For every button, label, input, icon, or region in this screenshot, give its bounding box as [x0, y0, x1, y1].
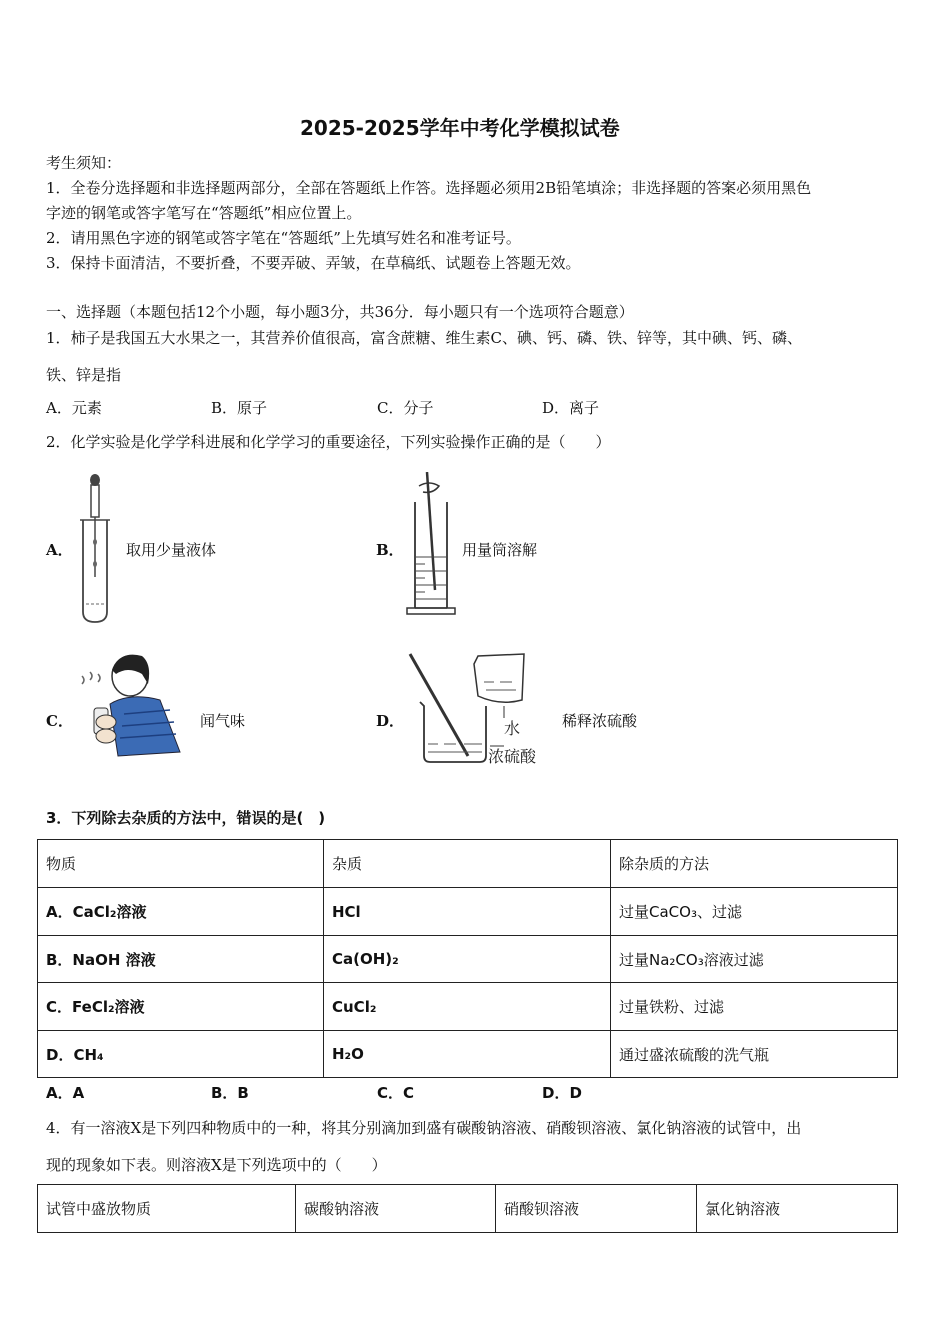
q2-option-a-letter: A．: [46, 541, 73, 559]
q2-option-b-letter: B．: [376, 541, 404, 559]
table-row: [38, 936, 898, 983]
q1-option-c: C．分子: [377, 399, 434, 417]
table-cell: D．CH₄: [38, 1031, 324, 1078]
dilute-fig-water-label: 水: [504, 721, 521, 738]
table-cell: C．FeCl₂溶液: [38, 983, 324, 1031]
table-cell: A．CaCl₂溶液: [38, 888, 324, 936]
table-cell: Ca(OH)₂: [324, 936, 611, 983]
q2-option-b-text: 用量筒溶解: [462, 541, 538, 559]
q3-option-a: A．A: [46, 1084, 85, 1102]
q3-header-impurity: 杂质: [324, 840, 611, 888]
q4-header-sodium-chloride: 氯化钠溶液: [697, 1185, 898, 1233]
table-row: [38, 983, 898, 1031]
q1-stem-a: 1．柿子是我国五大水果之一，其营养价值很高，富含蔗糖、维生素C、碘、钙、磷、铁、锌等，其中碘、钙、磷、: [46, 329, 803, 347]
table-cell: 通过盛浓硫酸的洗气瓶: [611, 1031, 898, 1078]
smelling-gas-figure: [70, 644, 190, 764]
notice-line-3: 3．保持卡面清洁，不要折叠，不要弄破、弄皱，在草稿纸、试题卷上答题无效。: [46, 254, 581, 272]
q4-header-barium-nitrate: 硝酸钡溶液: [496, 1185, 697, 1233]
q2-option-c-text: 闻气味: [200, 712, 246, 730]
table-cell: CuCl₂: [324, 983, 611, 1031]
table-cell: 过量铁粉、过滤: [611, 983, 898, 1031]
q3-header-substance: 物质: [38, 840, 324, 888]
notice-line-1b: 字迹的钢笔或答字笔写在“答题纸”相应位置上。: [46, 204, 362, 222]
q3-option-d: D．D: [542, 1084, 582, 1102]
q4-stem-a: 4．有一溶液X是下列四种物质中的一种，将其分别滴加到盛有碳酸钠溶液、硝酸钡溶液、氯化钠溶液的试管中，出: [46, 1119, 802, 1137]
q3-stem: 3．下列除去杂质的方法中，错误的是( ): [46, 809, 326, 827]
table-cell: 过量Na₂CO₃溶液过滤: [611, 936, 898, 983]
q3-table: [37, 839, 898, 1078]
q4-table: [37, 1184, 898, 1233]
page-title: 2025-2025学年中考化学模拟试卷: [300, 116, 620, 140]
q3-header-method: 除杂质的方法: [611, 840, 898, 888]
q4-stem-b: 现的现象如下表。则溶液X是下列选项中的（ ）: [46, 1156, 387, 1174]
dropper-test-tube-figure: [76, 472, 112, 624]
notice-line-1a: 1．全卷分选择题和非选择题两部分，全部在答题纸上作答。选择题必须用2B铅笔填涂；非选择题的答案必须用黑色: [46, 179, 812, 197]
q1-option-a: A．元素: [46, 399, 102, 417]
q1-option-b: B．原子: [211, 399, 268, 417]
q2-stem: 2．化学实验是化学学科进展和化学学习的重要途径，下列实验操作正确的是（ ）: [46, 433, 611, 451]
notice-line-2: 2．请用黑色字迹的钢笔或答字笔在“答题纸”上先填写姓名和准考证号。: [46, 229, 521, 247]
q1-option-d: D．离子: [542, 399, 600, 417]
q4-header-tube: 试管中盛放物质: [38, 1185, 296, 1233]
dilute-acid-figure: [404, 648, 550, 770]
q2-option-d-letter: D．: [376, 712, 405, 730]
table-cell: B．NaOH 溶液: [38, 936, 324, 983]
table-row: [38, 888, 898, 936]
graduated-cylinder-figure: [405, 472, 457, 620]
q3-option-c: C．C: [377, 1084, 415, 1102]
q3-option-b: B．B: [211, 1084, 249, 1102]
table-cell: H₂O: [324, 1031, 611, 1078]
dilute-fig-acid-label: 浓硫酸: [488, 749, 537, 766]
q1-stem-b: 铁、锌是指: [46, 366, 122, 384]
notice-heading: 考生须知：: [46, 154, 122, 172]
table-cell: 过量CaCO₃、过滤: [611, 888, 898, 936]
q4-header-sodium-carbonate: 碳酸钠溶液: [296, 1185, 496, 1233]
q2-option-c-letter: C．: [46, 712, 73, 730]
q2-option-a-text: 取用少量液体: [126, 541, 217, 559]
table-row: [38, 1031, 898, 1078]
q2-option-d-text: 稀释浓硫酸: [562, 712, 638, 730]
section-heading: 一、选择题（本题包括12个小题，每小题3分，共36分．每小题只有一个选项符合题意）: [46, 303, 634, 321]
table-cell: HCl: [324, 888, 611, 936]
